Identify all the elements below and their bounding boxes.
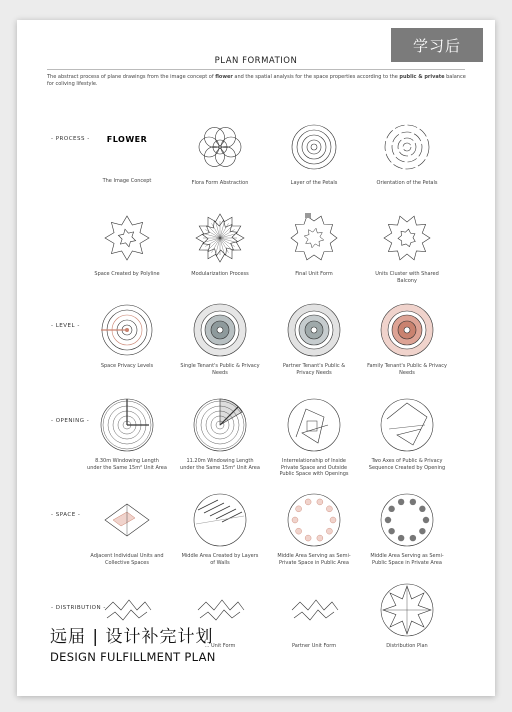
diagram-cell bbox=[274, 300, 354, 376]
page-title: PLAN FORMATION bbox=[214, 56, 298, 66]
brand-title-en: DESIGN FULFILLMENT PLAN bbox=[50, 650, 216, 664]
diagram-caption: Family Tenant's Public & Privacy Needs bbox=[367, 363, 447, 376]
diagram-cell bbox=[180, 117, 260, 187]
intro-bold1: flower bbox=[215, 74, 233, 80]
diagram-caption: Middle Area Created by Layers of Walls bbox=[181, 553, 259, 566]
diagram-drawing bbox=[97, 208, 157, 268]
brand-title-cn: 远届 | 设计补完计划 bbox=[50, 627, 214, 647]
diagram-caption: Final Unit Form bbox=[295, 271, 333, 277]
diagram-caption: Single Tenant's Public & Privacy Needs bbox=[180, 363, 260, 376]
diagram-drawing bbox=[190, 490, 250, 550]
diagram-caption: ... Unit Form bbox=[204, 643, 236, 649]
diagram-drawing bbox=[97, 490, 157, 550]
intro-part3: balance for coliving lifestyle. bbox=[47, 74, 466, 87]
diagram-caption: The Image Concept bbox=[102, 178, 152, 184]
diagram-drawing bbox=[284, 117, 344, 177]
diagram-caption: Space Privacy Levels bbox=[100, 363, 154, 369]
diagram-drawing bbox=[97, 395, 157, 455]
diagram-caption: Partner Tenant's Public & Privacy Needs bbox=[282, 363, 346, 376]
plan-formation-sheet bbox=[17, 20, 495, 696]
diagram-cell bbox=[274, 208, 354, 278]
diagram-drawing bbox=[190, 580, 250, 640]
diagram-caption: Space Created by Polyline bbox=[94, 271, 160, 277]
diagram-cell bbox=[180, 580, 260, 650]
diagram-drawing bbox=[377, 580, 437, 640]
diagram-cell bbox=[180, 395, 260, 471]
diagram-drawing bbox=[97, 300, 157, 360]
intro-text bbox=[47, 74, 467, 88]
row-label: - LEVEL - bbox=[51, 323, 80, 329]
diagram-caption: Partner Unit Form bbox=[291, 643, 337, 649]
diagram-caption: Modularization Process bbox=[191, 271, 249, 277]
diagram-cell bbox=[367, 208, 447, 284]
intro-part1: The abstract process of plane drawings from the image concept of bbox=[47, 74, 216, 80]
diagram-drawing bbox=[377, 117, 437, 177]
diagram-caption: Adjacent Individual Units and Collective Spaces bbox=[90, 553, 164, 566]
diagram-cell bbox=[87, 208, 167, 278]
diagram-drawing bbox=[284, 300, 344, 360]
diagram-drawing bbox=[377, 300, 437, 360]
diagram-caption: Units Cluster with Shared Balcony bbox=[375, 271, 439, 284]
diagram-cell bbox=[367, 300, 447, 376]
diagram-drawing bbox=[377, 208, 437, 268]
diagram-cell bbox=[87, 580, 167, 643]
diagram-cell bbox=[367, 580, 447, 650]
watermark-badge: 学习后 bbox=[391, 28, 483, 62]
diagram-cell bbox=[87, 300, 167, 370]
intro-bold2: public & private bbox=[399, 74, 445, 80]
diagram-cell bbox=[180, 208, 260, 278]
diagram-cell bbox=[87, 490, 167, 566]
diagram-drawing bbox=[190, 395, 250, 455]
diagram-cell bbox=[367, 395, 447, 471]
diagram-caption: Middle Area Serving as Semi-Private Space in Public Area bbox=[277, 553, 351, 566]
row-label: - PROCESS - bbox=[51, 136, 90, 142]
diagram-caption: Layer of the Petals bbox=[290, 180, 338, 186]
diagram-cell bbox=[367, 117, 447, 187]
diagram-drawing bbox=[190, 300, 250, 360]
row-label: - OPENING - bbox=[51, 418, 90, 424]
diagram-drawing bbox=[284, 395, 344, 455]
diagram-drawing bbox=[284, 208, 344, 268]
diagram-drawing bbox=[190, 117, 250, 177]
diagram-cell bbox=[180, 490, 260, 566]
diagram-caption: 11.20m Windowing Length under the Same 15m² Unit Area bbox=[180, 458, 260, 471]
diagram-cell bbox=[87, 117, 167, 185]
diagram-caption: Distribution Plan bbox=[386, 643, 428, 649]
diagram-cell bbox=[87, 395, 167, 471]
diagram-cell bbox=[274, 117, 354, 187]
diagram-caption: Two Axes of Public & Privacy Sequence Created by Opening bbox=[368, 458, 446, 471]
diagram-cell bbox=[367, 490, 447, 566]
diagram-caption: Flora Form Abstraction bbox=[191, 180, 249, 186]
diagram-cell bbox=[274, 490, 354, 566]
diagram-cell bbox=[274, 580, 354, 650]
diagram-drawing bbox=[284, 580, 344, 640]
title-divider bbox=[47, 69, 465, 70]
row-label: - DISTRIBUTION - bbox=[51, 605, 106, 611]
diagram-drawing bbox=[284, 490, 344, 550]
diagram-drawing bbox=[377, 395, 437, 455]
diagram-caption: Orientation of the Petals bbox=[376, 180, 438, 186]
diagram-caption: Interrelationship of Inside Private Space and Outside Public Space with Openings bbox=[279, 458, 349, 477]
diagram-caption: 8.30m Windowing Length under the Same 15m² Unit Area bbox=[87, 458, 167, 471]
diagram-cell bbox=[180, 300, 260, 376]
intro-part2: and the spatial analysis for the space properties according to the bbox=[232, 74, 400, 80]
diagram-drawing bbox=[377, 490, 437, 550]
diagram-drawing bbox=[97, 580, 157, 640]
diagram-drawing bbox=[190, 208, 250, 268]
diagram-cell bbox=[274, 395, 354, 478]
row-label: - SPACE - bbox=[51, 512, 81, 518]
flower-concept-text: FLOWER bbox=[106, 135, 148, 144]
diagram-caption: Middle Area Serving as Semi-Public Space in Private Area bbox=[370, 553, 444, 566]
